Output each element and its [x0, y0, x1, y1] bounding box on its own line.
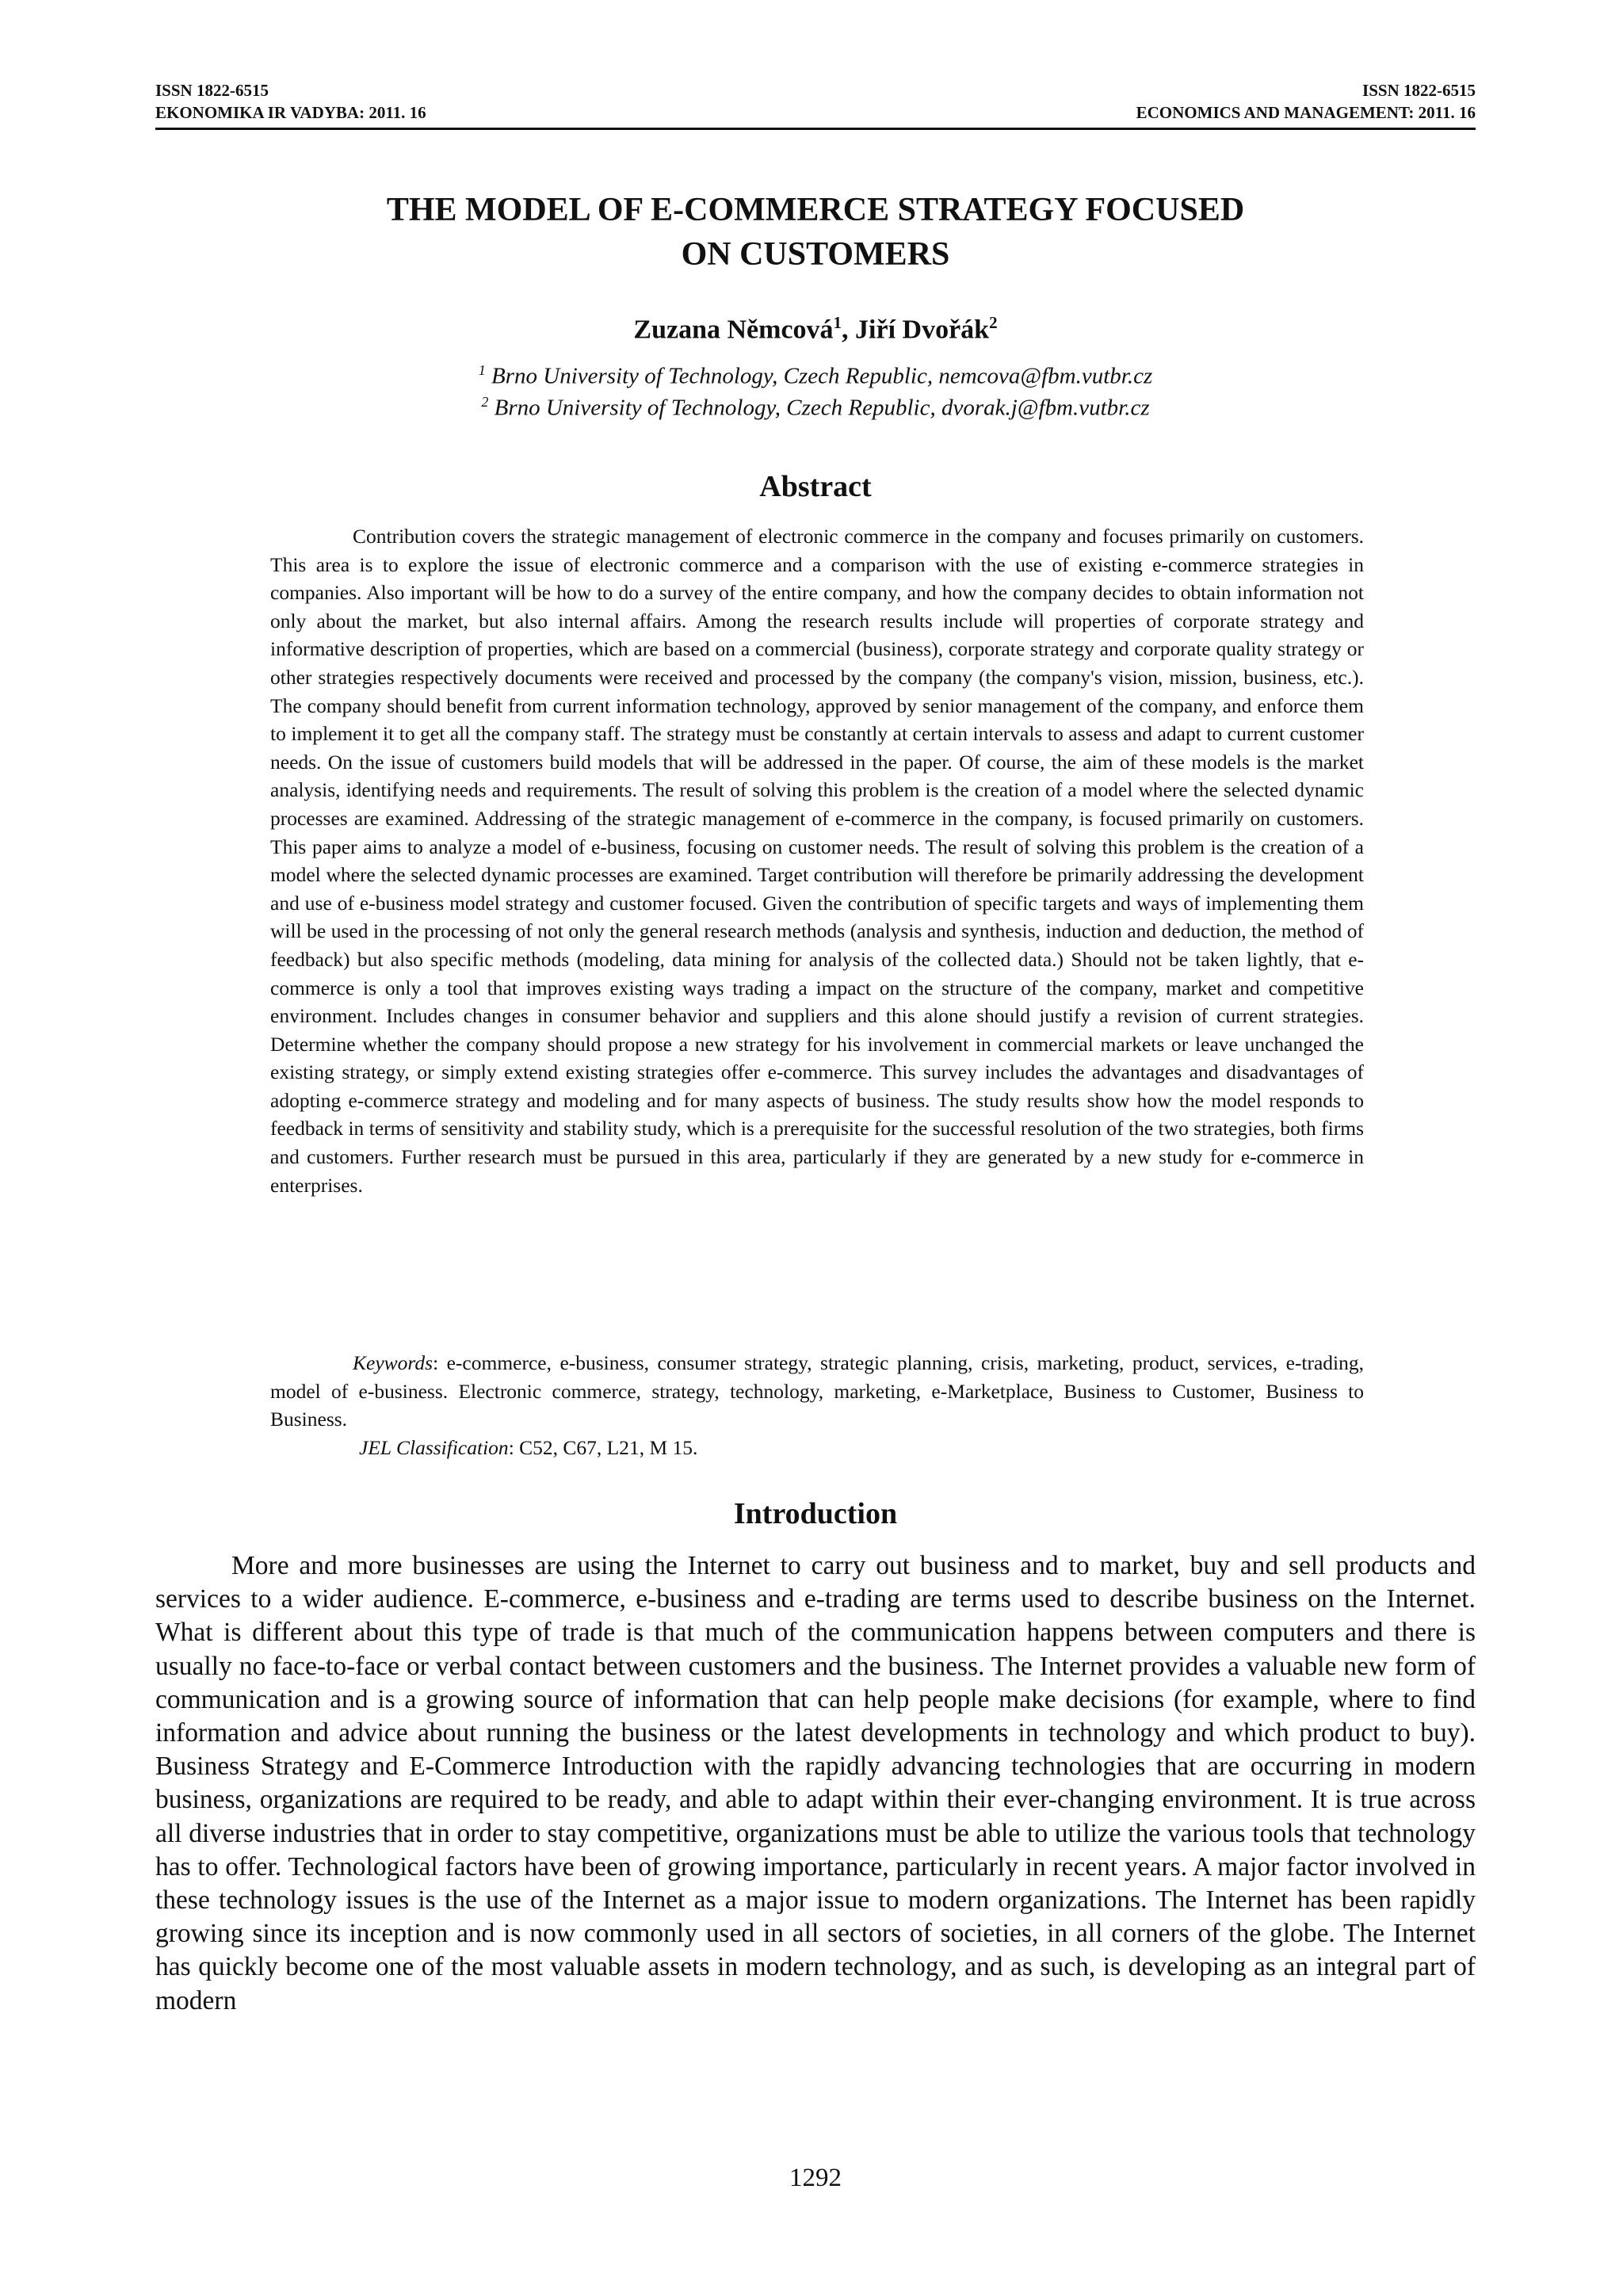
header-left-issn: ISSN 1822-6515 — [155, 81, 269, 100]
author-affiliation-marker: 2 — [989, 313, 998, 332]
header-right-journal: ECONOMICS AND MANAGEMENT: 2011. 16 — [1136, 103, 1476, 122]
jel-label: JEL Classification — [359, 1436, 509, 1459]
header-row-issn — [155, 79, 1476, 101]
author-name: Zuzana Němcová — [633, 315, 834, 345]
keywords-paragraph — [270, 1349, 1364, 1434]
abstract-heading: Abstract — [759, 470, 872, 503]
header-divider — [155, 128, 1476, 130]
affiliation-marker: 1 — [478, 362, 486, 378]
author-list — [155, 306, 1476, 346]
introduction-body: More and more businesses are using the Internet to carry out business and to market, buy and sell products and services to a wider audience. E-commerce, e-business and e-trading are terms used to describe business on the Internet. What is different about this type of trade is that much of the communication happens between computers and there is usually no face-to-face or verbal contact between customers and the business. The Internet provides a valuable new form of communication and is a growing source of information that can help people make decisions (for example, where to find information and advice about running the business or the latest developments in technology and which product to buy). Business Strategy and E-Commerce Introduction with the rapidly advancing technologies that are occurring in modern business, organizations are required to be ready, and able to adapt within their ever-changing environment. It is true across all diverse industries that in order to stay competitive, organizations must be able to utilize the various tools that technology has to offer. Technological factors have been of growing importance, particularly in recent years. A major factor involved in these technology issues is the use of the Internet as a major issue to modern organizations. The Internet has been rapidly growing since its inception and is now commonly used in all sectors of societies, in all corners of the globe. The Internet has quickly become one of the most valuable assets in modern technology, and as such, is developing as an integral part of modern — [155, 1551, 1476, 2015]
header-left-journal: EKONOMIKA IR VADYBA: 2011. 16 — [155, 103, 426, 122]
affiliation-line — [155, 387, 1476, 423]
affiliation-text: Brno University of Technology, Czech Republic, nemcova@fbm.vutbr.cz — [485, 363, 1153, 389]
jel-classification — [359, 1434, 697, 1462]
page-number: 1292 — [789, 2164, 842, 2192]
keywords-text: : e-commerce, e-business, consumer strategy, strategic planning, crisis, marketing, product, services, e-trading, model of e-business. Electronic commerce, strategy, technology, marketing, e-Marketplace, Business to Customer, Business to Business. — [270, 1351, 1364, 1431]
paper-title-line1: THE MODEL OF E-COMMERCE STRATEGY FOCUSED — [386, 192, 1245, 228]
jel-text: : C52, C67, L21, M 15. — [508, 1436, 698, 1459]
affiliation-line — [155, 355, 1476, 392]
author-affiliation-marker: 1 — [833, 313, 842, 332]
affiliation-text: Brno University of Technology, Czech Republic, dvorak.j@fbm.vutbr.cz — [488, 395, 1150, 421]
abstract-body: Contribution covers the strategic management of electronic commerce in the company and focuses primarily on customers. This area is to explore the issue of electronic commerce and a comparison with the use of existing e-commerce strategies in companies. Also important will be how to do a survey of the entire company, and how the company decides to obtain information not only about the market, but also internal affairs. Among the research results include will properties of corporate strategy and informative description of properties, which are based on a commercial (business), corporate strategy and corporate quality strategy or other strategies respectively documents were received and processed by the company (the company's vision, mission, business, etc.). The company should benefit from current information technology, approved by senior management of the company, and enforce them to implement it to get all the company staff. The strategy must be constantly at certain intervals to assess and adapt to current customer needs. On the issue of customers build models that will be addressed in the paper. Of course, the aim of these models is the market analysis, identifying needs and requirements. The result of solving this problem is the creation of a model where the selected dynamic processes are examined. Addressing of the strategic management of e-commerce in the company, is focused primarily on customers. This paper aims to analyze a model of e-business, focusing on customer needs. The result of solving this problem is the creation of a model where the selected dynamic processes are examined. Target contribution will therefore be primarily addressing the development and use of e-business model strategy and customer focused. Given the contribution of specific targets and ways of implementing them will be used in the processing of not only the general research methods (analysis and synthesis, induction and deduction, the method of feedback) but also specific methods (modeling, data mining for analysis of the collected data.) Should not be taken lightly, that e-commerce is only a tool that improves existing ways trading a impact on the structure of the company, market and competitive environment. Includes changes in consumer behavior and suppliers and this alone should justify a revision of current strategies. Determine whether the company should propose a new strategy for his involvement in commercial markets or leave unchanged the existing strategy, or simply extend existing strategies offer e-commerce. This survey includes the advantages and disadvantages of adopting e-commerce strategy and modeling and for many aspects of business. The study results show how the model responds to feedback in terms of sensitivity and stability study, which is a prerequisite for the successful resolution of the two strategies, both firms and customers. Further research must be pursued in this area, particularly if they are generated by a new study for e-commerce in enterprises. — [270, 525, 1364, 1197]
author-name: Jiří Dvořák — [855, 315, 990, 345]
header-row-journal — [155, 101, 1476, 124]
keywords-label: Keywords — [353, 1351, 433, 1374]
header-right-issn: ISSN 1822-6515 — [1362, 81, 1476, 100]
affiliation-marker: 2 — [481, 394, 489, 410]
author-separator: , — [842, 315, 856, 345]
introduction-heading: Introduction — [733, 1497, 898, 1530]
running-header — [155, 79, 1476, 124]
paper-title — [155, 188, 1476, 277]
paper-title-line2: ON CUSTOMERS — [681, 236, 950, 273]
